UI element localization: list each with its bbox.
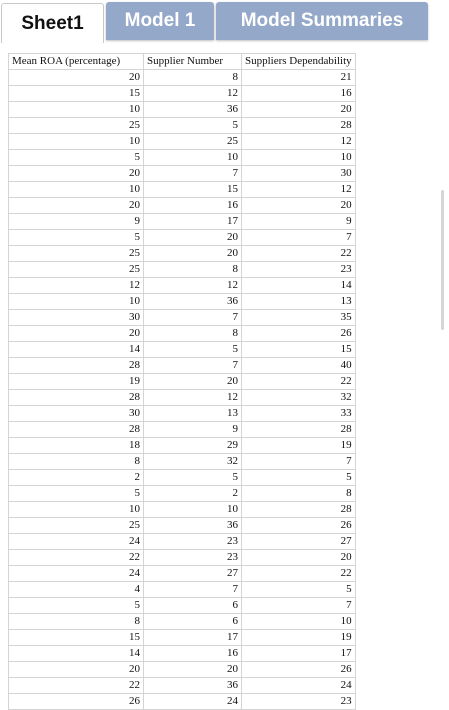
supplier-number-cell[interactable]: 20: [144, 662, 242, 678]
supplier-number-cell[interactable]: 9: [144, 422, 242, 438]
mean-roa-cell[interactable]: 20: [9, 326, 144, 342]
suppliers-dependability-cell[interactable]: 26: [242, 326, 356, 342]
supplier-number-cell[interactable]: 13: [144, 406, 242, 422]
supplier-number-cell[interactable]: 36: [144, 294, 242, 310]
supplier-number-cell[interactable]: 17: [144, 630, 242, 646]
supplier-number-cell[interactable]: 12: [144, 390, 242, 406]
table-row: [9, 694, 356, 710]
mean-roa-cell[interactable]: 25: [9, 262, 144, 278]
mean-roa-cell[interactable]: 8: [9, 454, 144, 470]
table-row: [9, 390, 356, 406]
mean-roa-cell[interactable]: 25: [9, 118, 144, 134]
table-row: [9, 630, 356, 646]
mean-roa-cell[interactable]: 10: [9, 294, 144, 310]
suppliers-dependability-cell[interactable]: 22: [242, 246, 356, 262]
table-row: [9, 214, 356, 230]
suppliers-dependability-cell[interactable]: 12: [242, 182, 356, 198]
table-row: [9, 406, 356, 422]
mean-roa-cell[interactable]: 14: [9, 646, 144, 662]
table-row: [9, 278, 356, 294]
suppliers-dependability-cell[interactable]: 7: [242, 598, 356, 614]
suppliers-dependability-cell[interactable]: 28: [242, 502, 356, 518]
table-row: [9, 150, 356, 166]
mean-roa-cell[interactable]: 9: [9, 214, 144, 230]
suppliers-dependability-cell[interactable]: 14: [242, 278, 356, 294]
suppliers-dependability-cell[interactable]: 10: [242, 150, 356, 166]
suppliers-dependability-cell[interactable]: 12: [242, 134, 356, 150]
supplier-number-cell[interactable]: 23: [144, 550, 242, 566]
mean-roa-cell[interactable]: 24: [9, 534, 144, 550]
supplier-number-cell[interactable]: 7: [144, 582, 242, 598]
mean-roa-cell[interactable]: 12: [9, 278, 144, 294]
table-row: [9, 678, 356, 694]
table-row: [9, 534, 356, 550]
table-row: [9, 118, 356, 134]
table-row: [9, 374, 356, 390]
table-row: [9, 70, 356, 86]
mean-roa-cell[interactable]: 10: [9, 134, 144, 150]
supplier-number-cell[interactable]: 36: [144, 518, 242, 534]
table-row: [9, 566, 356, 582]
mean-roa-cell[interactable]: 20: [9, 662, 144, 678]
table-row: [9, 182, 356, 198]
table-row: [9, 502, 356, 518]
suppliers-dependability-cell[interactable]: 32: [242, 390, 356, 406]
mean-roa-cell[interactable]: 30: [9, 310, 144, 326]
supplier-number-cell[interactable]: 36: [144, 678, 242, 694]
table-row: [9, 134, 356, 150]
mean-roa-cell[interactable]: 22: [9, 678, 144, 694]
tab-model-summaries[interactable]: Model Summaries: [216, 2, 428, 40]
suppliers-dependability-cell[interactable]: 19: [242, 438, 356, 454]
column-header-mean-roa[interactable]: Mean ROA (percentage): [9, 54, 144, 70]
suppliers-dependability-cell[interactable]: 9: [242, 214, 356, 230]
mean-roa-cell[interactable]: 10: [9, 182, 144, 198]
table-row: [9, 198, 356, 214]
supplier-number-cell[interactable]: 17: [144, 214, 242, 230]
supplier-number-cell[interactable]: 15: [144, 182, 242, 198]
table-row: [9, 246, 356, 262]
mean-roa-cell[interactable]: 20: [9, 70, 144, 86]
mean-roa-cell[interactable]: 10: [9, 102, 144, 118]
supplier-number-cell[interactable]: 20: [144, 230, 242, 246]
mean-roa-cell[interactable]: 5: [9, 598, 144, 614]
mean-roa-cell[interactable]: 5: [9, 150, 144, 166]
mean-roa-cell[interactable]: 25: [9, 246, 144, 262]
table-row: [9, 262, 356, 278]
table-row: [9, 550, 356, 566]
sheet-tab-bar: [0, 0, 449, 44]
data-table: [8, 53, 356, 710]
supplier-number-cell[interactable]: 6: [144, 614, 242, 630]
mean-roa-cell[interactable]: 5: [9, 230, 144, 246]
mean-roa-cell[interactable]: 25: [9, 518, 144, 534]
suppliers-dependability-cell[interactable]: 28: [242, 118, 356, 134]
mean-roa-cell[interactable]: 10: [9, 502, 144, 518]
suppliers-dependability-cell[interactable]: 30: [242, 166, 356, 182]
mean-roa-cell[interactable]: 20: [9, 166, 144, 182]
mean-roa-cell[interactable]: 20: [9, 198, 144, 214]
mean-roa-cell[interactable]: 4: [9, 582, 144, 598]
suppliers-dependability-cell[interactable]: 35: [242, 310, 356, 326]
supplier-number-cell[interactable]: 27: [144, 566, 242, 582]
suppliers-dependability-cell[interactable]: 27: [242, 534, 356, 550]
table-row: [9, 294, 356, 310]
table-row: [9, 86, 356, 102]
table-row: [9, 582, 356, 598]
supplier-number-cell[interactable]: 5: [144, 470, 242, 486]
mean-roa-cell[interactable]: 28: [9, 390, 144, 406]
suppliers-dependability-cell[interactable]: 16: [242, 86, 356, 102]
suppliers-dependability-cell[interactable]: 22: [242, 566, 356, 582]
suppliers-dependability-cell[interactable]: 33: [242, 406, 356, 422]
header-row: [9, 54, 356, 70]
suppliers-dependability-cell[interactable]: 21: [242, 70, 356, 86]
suppliers-dependability-cell[interactable]: 5: [242, 470, 356, 486]
suppliers-dependability-cell[interactable]: 28: [242, 422, 356, 438]
supplier-number-cell[interactable]: 16: [144, 646, 242, 662]
table-row: [9, 598, 356, 614]
tab-model-1[interactable]: Model 1: [106, 2, 214, 40]
supplier-number-cell[interactable]: 29: [144, 438, 242, 454]
table-row: [9, 662, 356, 678]
suppliers-dependability-cell[interactable]: 20: [242, 198, 356, 214]
supplier-number-cell[interactable]: 7: [144, 166, 242, 182]
supplier-number-cell[interactable]: 8: [144, 262, 242, 278]
tab-sheet1[interactable]: Sheet1: [1, 3, 104, 43]
suppliers-dependability-cell[interactable]: 13: [242, 294, 356, 310]
suppliers-dependability-cell[interactable]: 23: [242, 694, 356, 710]
mean-roa-cell[interactable]: 26: [9, 694, 144, 710]
supplier-number-cell[interactable]: 24: [144, 694, 242, 710]
suppliers-dependability-cell[interactable]: 23: [242, 262, 356, 278]
mean-roa-cell[interactable]: 28: [9, 358, 144, 374]
mean-roa-cell[interactable]: 24: [9, 566, 144, 582]
suppliers-dependability-cell[interactable]: 17: [242, 646, 356, 662]
table-row: [9, 422, 356, 438]
supplier-number-cell[interactable]: 10: [144, 502, 242, 518]
suppliers-dependability-cell[interactable]: 22: [242, 374, 356, 390]
supplier-number-cell[interactable]: 23: [144, 534, 242, 550]
column-header-supplier-number[interactable]: Supplier Number: [144, 54, 242, 70]
mean-roa-cell[interactable]: 30: [9, 406, 144, 422]
mean-roa-cell[interactable]: 19: [9, 374, 144, 390]
suppliers-dependability-cell[interactable]: 26: [242, 662, 356, 678]
supplier-number-cell[interactable]: 5: [144, 118, 242, 134]
suppliers-dependability-cell[interactable]: 19: [242, 630, 356, 646]
table-row: [9, 454, 356, 470]
supplier-number-cell[interactable]: 8: [144, 326, 242, 342]
table-row: [9, 342, 356, 358]
supplier-number-cell[interactable]: 20: [144, 246, 242, 262]
table-row: [9, 486, 356, 502]
table-row: [9, 230, 356, 246]
table-row: [9, 470, 356, 486]
supplier-number-cell[interactable]: 5: [144, 342, 242, 358]
column-header-suppliers-dependability[interactable]: Suppliers Dependability: [242, 54, 356, 70]
suppliers-dependability-cell[interactable]: 7: [242, 230, 356, 246]
suppliers-dependability-cell[interactable]: 10: [242, 614, 356, 630]
mean-roa-cell[interactable]: 28: [9, 422, 144, 438]
table-row: [9, 646, 356, 662]
supplier-number-cell[interactable]: 7: [144, 358, 242, 374]
table-row: [9, 102, 356, 118]
vertical-scrollbar[interactable]: [441, 190, 444, 330]
supplier-number-cell[interactable]: 16: [144, 198, 242, 214]
suppliers-dependability-cell[interactable]: 20: [242, 102, 356, 118]
mean-roa-cell[interactable]: 18: [9, 438, 144, 454]
table-row: [9, 518, 356, 534]
table-row: [9, 310, 356, 326]
supplier-number-cell[interactable]: 2: [144, 486, 242, 502]
suppliers-dependability-cell[interactable]: 8: [242, 486, 356, 502]
mean-roa-cell[interactable]: 5: [9, 486, 144, 502]
suppliers-dependability-cell[interactable]: 5: [242, 582, 356, 598]
mean-roa-cell[interactable]: 8: [9, 614, 144, 630]
mean-roa-cell[interactable]: 15: [9, 630, 144, 646]
supplier-number-cell[interactable]: 36: [144, 102, 242, 118]
supplier-number-cell[interactable]: 20: [144, 374, 242, 390]
table-body: [9, 70, 356, 710]
mean-roa-cell[interactable]: 22: [9, 550, 144, 566]
suppliers-dependability-cell[interactable]: 15: [242, 342, 356, 358]
table-row: [9, 326, 356, 342]
supplier-number-cell[interactable]: 7: [144, 310, 242, 326]
suppliers-dependability-cell[interactable]: 40: [242, 358, 356, 374]
table-row: [9, 166, 356, 182]
suppliers-dependability-cell[interactable]: 7: [242, 454, 356, 470]
table-row: [9, 614, 356, 630]
suppliers-dependability-cell[interactable]: 24: [242, 678, 356, 694]
supplier-number-cell[interactable]: 25: [144, 134, 242, 150]
table-row: [9, 438, 356, 454]
supplier-number-cell[interactable]: 8: [144, 70, 242, 86]
supplier-number-cell[interactable]: 6: [144, 598, 242, 614]
supplier-number-cell[interactable]: 32: [144, 454, 242, 470]
suppliers-dependability-cell[interactable]: 20: [242, 550, 356, 566]
supplier-number-cell[interactable]: 12: [144, 278, 242, 294]
supplier-number-cell[interactable]: 12: [144, 86, 242, 102]
mean-roa-cell[interactable]: 14: [9, 342, 144, 358]
mean-roa-cell[interactable]: 2: [9, 470, 144, 486]
table-row: [9, 358, 356, 374]
mean-roa-cell[interactable]: 15: [9, 86, 144, 102]
suppliers-dependability-cell[interactable]: 26: [242, 518, 356, 534]
supplier-number-cell[interactable]: 10: [144, 150, 242, 166]
